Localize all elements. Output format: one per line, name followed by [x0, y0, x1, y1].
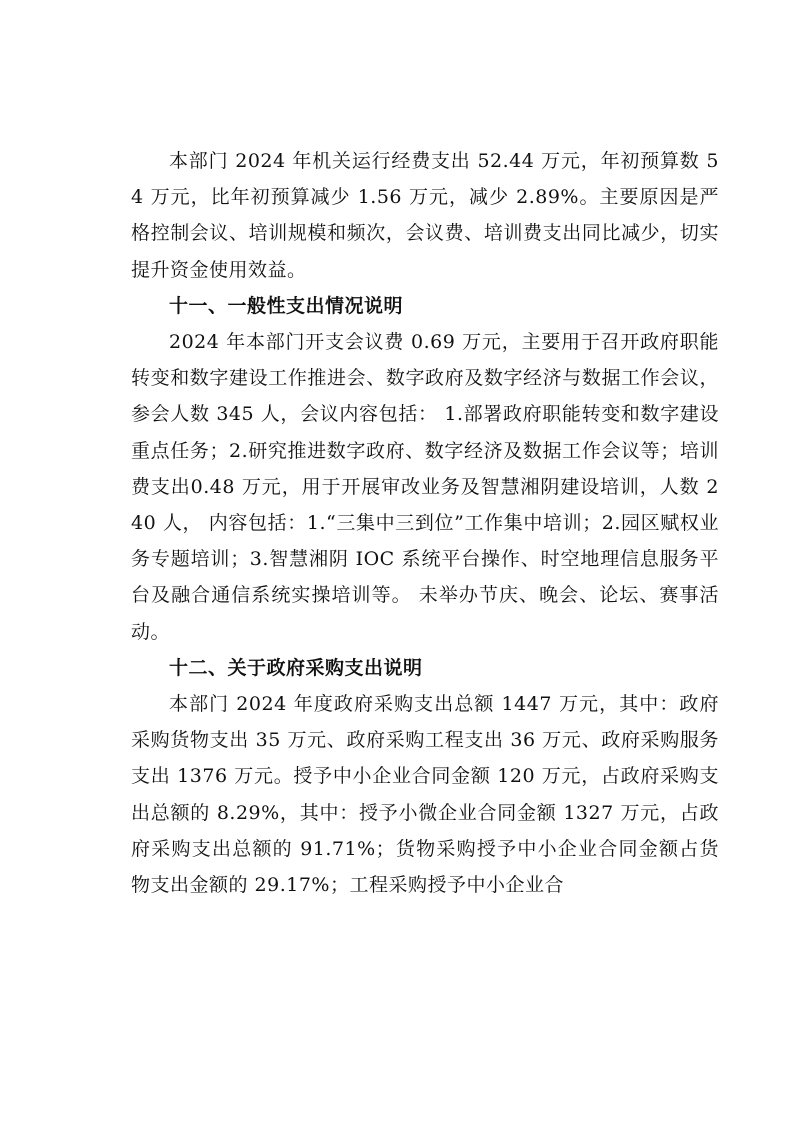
paragraph-meeting-training-fees: 2024 年本部门开支会议费 0.69 万元，主要用于召开政府职能转变和数字建设工作推进会、数字政府及数字经济与数据工作会议， 参会人数 345 人，会议内容包括： 1.部署政府职能转变和数字建设重点任务；2.研究推进数字政府、数字经济及数据工作会议等；培训费支出0.48 万元，用于开展审改业务及智慧湘阴建设培训，人数 240 人， 内容包括：1.“三集中三到位”工作集中培训；2.园区赋权业务专题培训；3.智慧湘阴 IOC 系统平台操作、时空地理信息服务平台及融合通信系统实操培训等。 未举办节庆、晚会、论坛、赛事活动。	[131, 331, 719, 643]
section-heading-government-procurement: 十二、关于政府采购支出说明	[169, 656, 423, 679]
paragraph-operating-expenses: 本部门 2024 年机关运行经费支出 52.44 万元，年初预算数 54 万元，比年初预算减少 1.56 万元，减少 2.89%。主要原因是严格控制会议、培训规模和频次，会议费、培训费支出同比减少，切实提升资金使用效益。	[131, 150, 719, 281]
section-heading-general-expenditure: 十一、一般性支出情况说明	[169, 294, 404, 317]
document-body	[131, 143, 719, 903]
paragraph-procurement-details: 本部门 2024 年度政府采购支出总额 1447 万元，其中：政府采购货物支出 35 万元、政府采购工程支出 36 万元、政府采购服务支出 1376 万元。授予中小企业合同金额 120 万元，占政府采购支出总额的 8.29%，其中：授予小微企业合同金额 1327 万元，占政府采购支出总额的 91.71%；货物采购授予中小企业合同金额占货物支出金额的 29.17%；工程采购授予中小企业合	[131, 693, 719, 897]
